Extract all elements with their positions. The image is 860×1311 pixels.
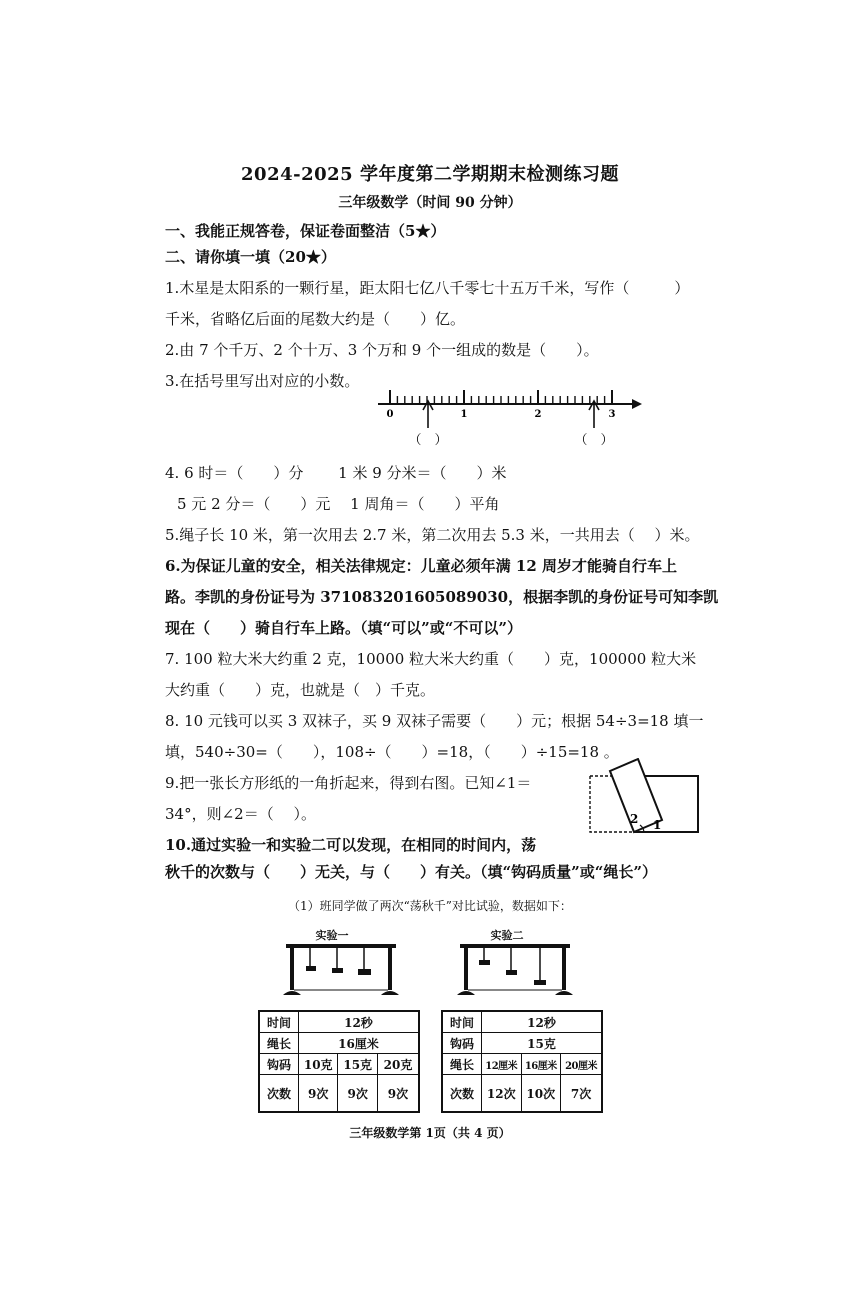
experiment-caption: （1）班同学做了两次“荡秋千”对比试验，数据如下： <box>288 899 572 913</box>
experiment-2-title: 实验二 <box>490 929 524 942</box>
number-line-label-2: 2 <box>534 409 542 420</box>
table-cell-label: 次数 <box>259 1075 298 1113</box>
table-row <box>259 1011 419 1033</box>
number-line-ticks <box>390 390 612 404</box>
table-cell-label: 次数 <box>442 1075 481 1113</box>
question-1-line-2: 千米，省略亿后面的尾数大约是（ ）亿。 <box>165 310 466 328</box>
number-line-label-1: 1 <box>460 409 468 420</box>
number-line-label-3: 3 <box>608 409 616 420</box>
page-subtitle: 三年级数学（时间 90 分钟） <box>338 195 522 211</box>
table-cell: 20厘米 <box>561 1054 602 1075</box>
table-row <box>259 1075 419 1113</box>
question-7-line-2: 大约重（ ）克，也就是（ ）千克。 <box>165 681 436 699</box>
experiment-1-swing-frame <box>282 940 400 996</box>
table-cell: 9次 <box>377 1075 419 1113</box>
question-1-line-1: 1.木星是太阳系的一颗行星，距太阳七亿八千零七十五万千米，写作（ ） <box>165 279 690 297</box>
question-8-line-1: 8. 10 元钱可以买 3 双袜子，买 9 双袜子需要（ ）元；根据 54÷3=18 填一 <box>165 712 704 730</box>
arrow-marker-left <box>423 401 433 428</box>
page-footer: 三年级数学第 1页（共 4 页） <box>349 1126 511 1140</box>
question-5: 5.绳子长 10 米，第一次用去 2.7 米，第二次用去 5.3 米，一共用去（ ）米。 <box>165 526 700 544</box>
table-cell-label: 钩码 <box>442 1033 481 1054</box>
question-6-line-1: 6.为保证儿童的安全，相关法律规定：儿童必须年满 12 周岁才能骑自行车上 <box>165 557 677 575</box>
table-cell: 9次 <box>298 1075 338 1113</box>
table-cell: 12秒 <box>481 1011 602 1033</box>
section-1-heading: 一、我能正规答卷，保证卷面整洁（5★） <box>165 222 446 240</box>
question-9-line-2: 34°，则∠2＝（ ）。 <box>165 805 316 823</box>
question-8-line-2: 填，540÷30=（ ），108÷（ ）=18，（ ）÷15=18 。 <box>165 743 619 761</box>
table-row <box>442 1075 602 1113</box>
question-4-line-1: 4. 6 时＝（ ）分 1 米 9 分米＝（ ）米 <box>165 464 507 482</box>
number-line-label-0: 0 <box>386 409 394 420</box>
number-line-figure <box>370 380 650 455</box>
question-4-line-2: 5 元 2 分＝（ ）元 1 周角＝（ ）平角 <box>177 495 500 513</box>
table-cell: 10克 <box>298 1054 338 1075</box>
question-10-line-2: 秋千的次数与（ ）无关，与（ ）有关。（填“钩码质量”或“绳长”） <box>165 863 658 881</box>
section-2-heading: 二、请你填一填（20★） <box>165 248 336 266</box>
question-9-line-1: 9.把一张长方形纸的一角折起来，得到右图。已知∠1＝ <box>165 774 532 792</box>
table-row <box>442 1033 602 1054</box>
experiment-1-title: 实验一 <box>315 929 349 942</box>
question-6-line-2: 路。李凯的身份证号为 371083201605089030，根据李凯的身份证号可知李凯 <box>165 588 719 606</box>
table-row <box>259 1054 419 1075</box>
experiment-2-swing-frame <box>456 940 574 996</box>
table-cell: 15克 <box>338 1054 378 1075</box>
table-cell: 15克 <box>481 1033 602 1054</box>
angle-2-label: 2 <box>630 812 639 826</box>
table-cell: 10次 <box>521 1075 561 1113</box>
table-row <box>442 1011 602 1033</box>
table-cell: 7次 <box>561 1075 602 1113</box>
table-cell-label: 绳长 <box>259 1033 298 1054</box>
question-2: 2.由 7 个千万、2 个十万、3 个万和 9 个一组成的数是（ ）。 <box>165 341 599 359</box>
question-3: 3.在括号里写出对应的小数。 <box>165 372 360 390</box>
number-line-axis <box>378 399 642 409</box>
page-title: 2024-2025 学年度第二学期期末检测练习题 <box>241 164 619 185</box>
folded-paper-figure <box>582 758 704 840</box>
question-7-line-1: 7. 100 粒大米大约重 2 克，10000 粒大米大约重（ ）克，100000 粒大米 <box>165 650 697 668</box>
question-10-line-1: 10.通过实验一和实验二可以发现，在相同的时间内，荡 <box>165 836 537 854</box>
experiment-1-table <box>258 1010 420 1113</box>
arrow-marker-right <box>589 401 599 428</box>
table-cell: 12次 <box>481 1075 521 1113</box>
table-cell: 9次 <box>338 1075 378 1113</box>
table-cell-label: 时间 <box>442 1011 481 1033</box>
table-cell: 16厘米 <box>521 1054 561 1075</box>
angle-1-label: 1 <box>653 818 662 832</box>
table-cell: 20克 <box>377 1054 419 1075</box>
table-cell-label: 钩码 <box>259 1054 298 1075</box>
experiment-2-table <box>441 1010 603 1113</box>
table-cell: 16厘米 <box>298 1033 419 1054</box>
table-cell-label: 时间 <box>259 1011 298 1033</box>
number-line-blank-left: （ ） <box>408 433 448 448</box>
question-6-line-3: 现在（ ）骑自行车上路。（填“可以”或“不可以”） <box>165 619 523 637</box>
table-cell-label: 绳长 <box>442 1054 481 1075</box>
number-line-blank-right: （ ） <box>574 433 614 448</box>
table-cell: 12秒 <box>298 1011 419 1033</box>
table-row <box>442 1054 602 1075</box>
table-cell: 12厘米 <box>481 1054 521 1075</box>
table-row <box>259 1033 419 1054</box>
